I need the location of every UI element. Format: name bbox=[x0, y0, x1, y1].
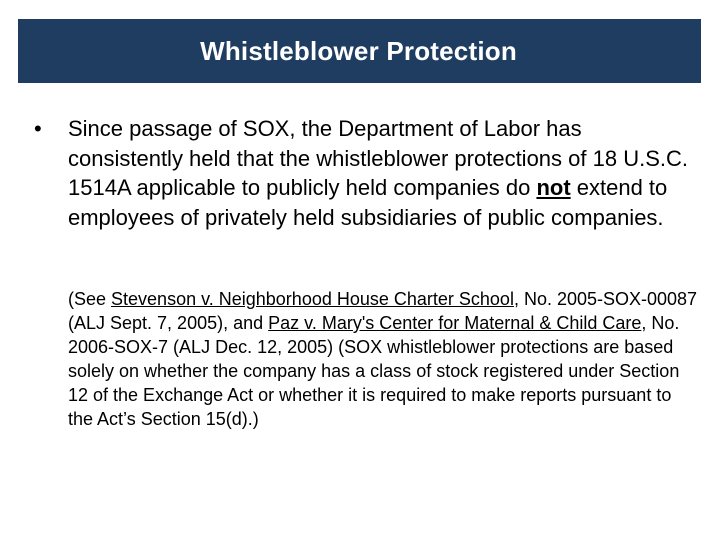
citation-paragraph bbox=[68, 287, 698, 431]
citation-mid: , No. 2005-SOX-00087 (ALJ Sept. 7, 2005), and bbox=[68, 289, 698, 333]
citation-rest: , No. 2006-SOX-7 (ALJ Dec. 12, 2005) (SOX whistleblower protections are based solely on whether the company has a class of stock registered under Section 12 of the Exchange Act or whether it is required to make reports pursuant to the Act’s Section 15(d).) bbox=[68, 313, 680, 429]
bullet-emphasis: not bbox=[536, 175, 571, 201]
case-name-paz: Paz v. Mary's Center for Maternal & Child Care bbox=[268, 313, 642, 333]
bullet-marker: • bbox=[34, 116, 42, 141]
title-banner bbox=[18, 19, 701, 83]
bullet-text-part2: extend to employees of privately held subsidiaries of public companies. bbox=[68, 175, 668, 230]
case-name-stevenson: Stevenson v. Neighborhood House Charter School bbox=[111, 289, 514, 309]
slide-title: Whistleblower Protection bbox=[200, 35, 517, 66]
citation-open: (See bbox=[68, 289, 112, 309]
bullet-text-part1: Since passage of SOX, the Department of Labor has consistently held that the whistleblower protections of 18 U.S.C. 1514A applicable to publicly held companies do bbox=[68, 116, 688, 201]
bullet-text bbox=[68, 114, 693, 232]
